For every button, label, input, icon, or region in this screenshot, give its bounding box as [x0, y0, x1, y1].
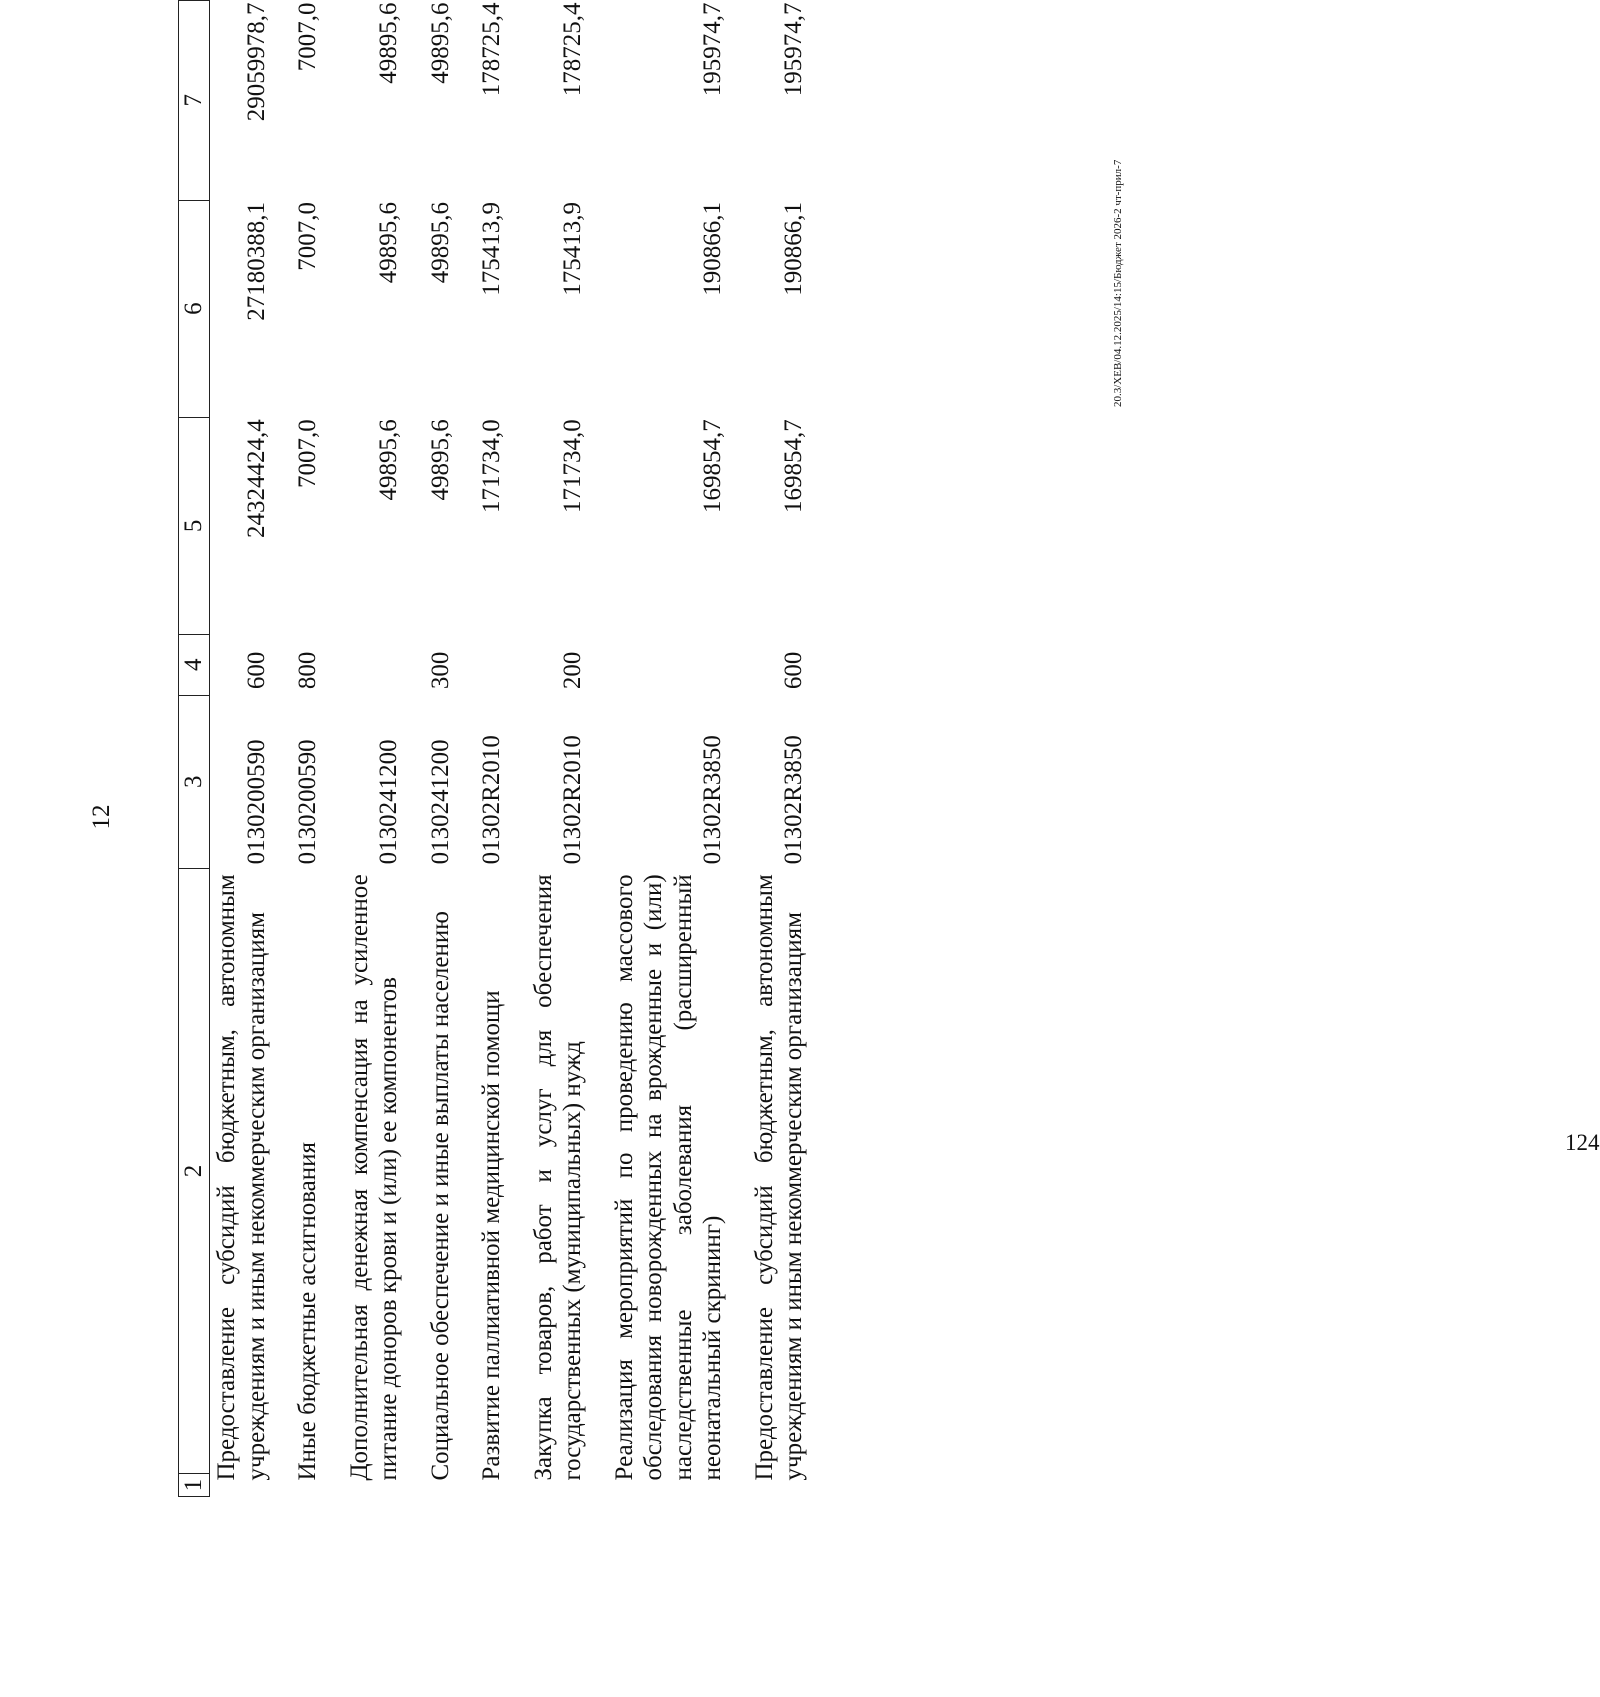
row-value-7: 195974,7 [699, 2, 726, 97]
row-value-7: 178725,4 [559, 2, 586, 97]
row-value-6: 49895,6 [375, 202, 402, 284]
row-value-7: 7007,0 [294, 2, 321, 72]
row-value-7: 195974,7 [780, 2, 807, 97]
row-value-7: 49895,6 [426, 2, 454, 84]
row-code: 0130200590 [242, 739, 270, 865]
column-header: 2 [179, 868, 210, 1473]
row-value-5: 7007,0 [294, 419, 321, 488]
row-value-7: 49895,6 [375, 2, 402, 84]
row-name: Дополнительная денежная компенсация на усиленное питание доноров крови и (или) ее компонентов [345, 874, 402, 1481]
row-expense-type: 200 [559, 651, 586, 690]
document-footer-id: 20.3/ХЕВ/04.12.2025/14:15/Бюджет 2026-2 чт-прил-7 [1112, 159, 1124, 407]
row-expense-type [455, 634, 507, 695]
row-value-5: 49895,6 [375, 419, 402, 501]
table-row [455, 1, 507, 1497]
table-row [210, 1, 272, 1497]
table-row [507, 1, 588, 1497]
row-value-6: 7007,0 [294, 202, 321, 271]
row-value-6: 27180388,1 [242, 202, 270, 321]
row-code: 01302R3850 [780, 735, 807, 865]
row-expense-type [323, 634, 404, 695]
row-name: Реализация мероприятий по проведению массового обследования новорожденных на врожденные и (или) наследственные заболевания (расширенный неонатальный скрининг) [610, 874, 726, 1481]
row-code: 0130241200 [426, 739, 454, 865]
sheet-number: 124 [1565, 1130, 1600, 1155]
page-number: 12 [88, 804, 115, 830]
row-value-7: 178725,4 [478, 2, 505, 97]
row-value-6: 175413,9 [559, 202, 586, 296]
column-header: 5 [179, 417, 210, 634]
row-expense-type [588, 634, 728, 695]
table-row [271, 1, 323, 1497]
budget-table [178, 0, 809, 1497]
row-value-6: 190866,1 [699, 202, 726, 296]
row-name: Иные бюджетные ассигнования [294, 1141, 321, 1481]
row-name: Развитие паллиативной медицинской помощи [478, 990, 505, 1481]
row-name: Закупка товаров, работ и услуг для обеспечения государственных (муниципальных) нужд [529, 874, 586, 1481]
row-expense-type: 800 [294, 651, 321, 690]
row-value-7: 29059978,7 [242, 2, 270, 122]
row-name: Предоставление субсидий бюджетным, автономным учреждениям и иным некоммерческим организациям [750, 874, 807, 1481]
row-value-5: 49895,6 [426, 419, 454, 501]
row-name: Социальное обеспечение и иные выплаты населению [426, 911, 454, 1481]
row-value-6: 190866,1 [780, 202, 807, 296]
column-header: 1 [179, 1474, 210, 1497]
row-value-5: 171734,0 [559, 419, 586, 513]
row-code: 0130200590 [294, 739, 321, 865]
row-value-5: 169854,7 [780, 419, 807, 513]
row-value-6: 49895,6 [426, 202, 454, 284]
row-expense-type: 300 [426, 651, 454, 690]
table-row [404, 1, 456, 1497]
row-code: 01302R2010 [478, 735, 505, 865]
table-row [588, 1, 728, 1497]
row-value-5: 24324424,4 [242, 419, 270, 538]
column-header: 7 [179, 1, 210, 201]
row-value-5: 171734,0 [478, 419, 505, 513]
column-header: 6 [179, 200, 210, 417]
row-expense-type: 600 [780, 651, 807, 690]
table-row [323, 1, 404, 1497]
row-name: Предоставление субсидий бюджетным, автономным учреждениям и иным некоммерческим организациям [213, 874, 270, 1481]
column-header: 3 [179, 695, 210, 868]
row-code: 01302R2010 [559, 735, 586, 865]
row-code: 01302R3850 [699, 735, 726, 865]
row-value-6: 175413,9 [478, 202, 505, 296]
column-header: 4 [179, 634, 210, 695]
row-value-5: 169854,7 [699, 419, 726, 513]
row-code: 0130241200 [375, 739, 402, 865]
table-header-row [179, 1, 210, 1497]
table-row [728, 1, 809, 1497]
row-expense-type: 600 [242, 651, 270, 690]
